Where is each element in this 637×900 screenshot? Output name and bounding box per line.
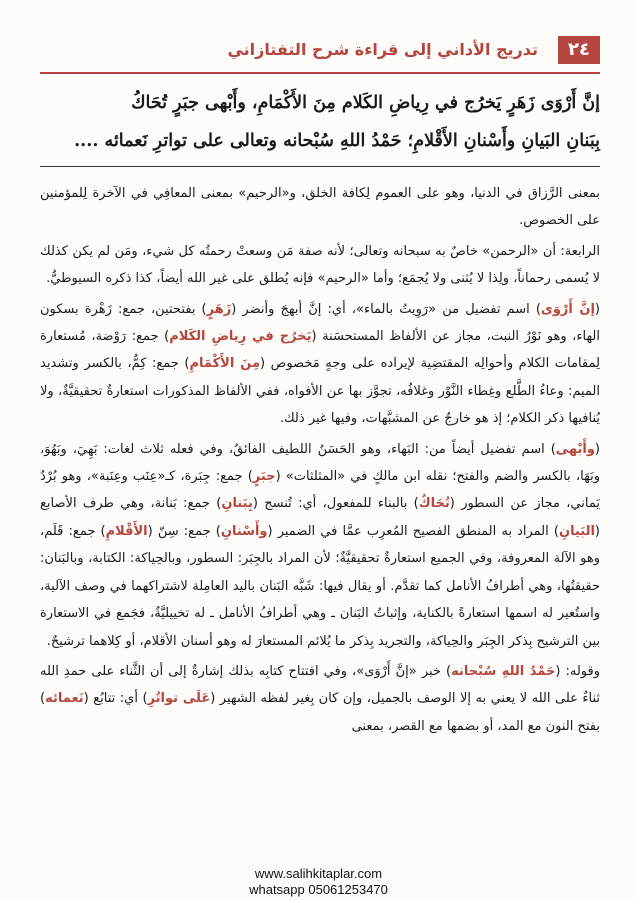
paragraph-3 (40, 296, 600, 433)
text-run: ) اسم تفضيل أيضاً من: البَهاء، وهو الحَسَنُ اللطيف الفائقُ، وفي فعله ثلاث لغات: بَهِيَ، وبَهُوَ، وبَهَا، بالكسر والضم والفتح؛ نقله ابن مالكٍ في «المثلثات» ( (40, 441, 600, 485)
commentary-body (40, 180, 600, 743)
text-run: ( (594, 441, 600, 457)
matn-line-2: بِبَنانِ البَيانِ وأَسْنانِ الأَقْلامِ؛ حَمْدُ اللهِ سُبْحانه وتعالى على تواترِ نَعمائه .... (74, 131, 600, 151)
paragraph-1: بمعنى الرَّزاق في الدنيا، وهو على العموم لِكافة الخلق، و«الرحيم» بمعنى المعافِي في الآخرة لِلمؤمنين على الخصوص. (40, 186, 600, 229)
paragraph-4 (40, 436, 600, 655)
text-run: وقوله: ( (555, 663, 601, 679)
text-run: ) أي: تتابُع ( (83, 691, 148, 707)
matn-quote: البَيانِ (558, 523, 595, 539)
matn-quote: عَلَى تواتُرِ (147, 691, 211, 707)
matn-quote: جبَرٍ (252, 469, 276, 485)
text-run: ( (594, 301, 600, 317)
text-run: ) بفتح النون مع المد، أو بضمها مع القصر، بمعنى (40, 691, 600, 734)
text-run: ) جمع: رَوْضة، مُستعارة لِمقامات الكلام وأحوالِه المقتضِية لإيراده على وجهٍ مَخصوص ( (40, 329, 600, 372)
paragraph-5 (40, 658, 600, 740)
text-run: ) جمع: سِنّ ( (147, 523, 221, 539)
matn-quote: الأَقْلامِ (105, 523, 148, 539)
text-run: ) جمع: كِمٌّ، بالكسر وتشديد الميم: وعاءُ الطَّلع وغِطاء النَّوْر وغلافُه، تجوَّز بها عن الأفواه، ففي الألفاظ المذكورات استعارةٌ تحقيقيَّةٌ، ولا يُنافيها ذكر الكلام؛ إذ هو خارجٌ عن المشبَّهات، وفيها غير ذلك. (40, 356, 600, 427)
matn-quote: بِبَنانِ (221, 496, 253, 512)
matn-quote: نَعمائه (45, 691, 84, 707)
matn-quote: وأَبْهى (555, 441, 595, 457)
matn-text (40, 84, 600, 167)
text-run: ) بالبناء للمفعول، أي: تُنسج ( (252, 496, 419, 512)
whatsapp-contact: whatsapp 05061253470 (249, 882, 388, 897)
matn-quote: إنَّ أَرْوَى (540, 301, 595, 317)
page-footer (0, 866, 637, 898)
matn-quote: يَخرُج في رِياضِ الكَلام (169, 329, 312, 345)
text-run: ) المراد به المنطق الفصيح المُعرِب عمَّا في الضمير ( (267, 523, 559, 539)
text-run: ) جمع: قَلَم، وهو الآلة المعروفة، وفي الجميع استعارةٌ تحقيقيَّةٌ؛ لأن المراد بالجِبَر: السطور، وبالحِياكة: الكتابة، وبالبَنان: حقيقتُها، وهي أطرافُ الأنامل كما تقدَّم. أو يقال فيها: شَبَّه البَنان باليد العامِلة لاشتراكهما في وصف الآلية، واستُعير له اسمها استعارةً بالكناية، وإثباتُ البَنان ـ وهي أطرافُ الأنامل ـ له تخييليَّةٌ، فجَمع في الاستعارة بين الترشيح بِذكر الجِبَر والحِياكة، والتجريد بِذكر ما يُلائم المستعارَ له وهو أسنان الأقلام، أو كِلاهما ترشيحٌ. (40, 523, 600, 649)
text-run: ) جمع: بَنانة، وهي طرف الأصابع ( (40, 496, 600, 539)
text-run: ) اسم تفضيل من «رَوِيتُ بالماء»، أي: إنَّ أبهجَ وأنضر ( (231, 301, 541, 317)
page-number: ٢٤ (558, 36, 600, 64)
page-header (40, 32, 600, 74)
paragraph-2: الرابعة: أن «الرحمن» خاصٌ به سبحانه وتعالى؛ لأنه صفة مَن وسعتْ رحمتُه كل شيء، ومَن لم يكن كذلك لا يُسمى رحماناً، ولِذا لا يُثنى ولا يُجمَع؛ وأما «الرحيم» فإنه يُطلق على غير الله أيضاً، كذا ذكره السيوطيُّ. (40, 243, 600, 287)
matn-quote: تُحَاكُ (418, 496, 450, 512)
text-run: ) بفتحتين، جمع: زَهْرة بسكون الهاء، وهو نَوْرُ النبت، مجاز عن الألفاظ المستحسَنة ( (40, 301, 601, 345)
website-link[interactable]: www.salihkitaplar.com (254, 866, 383, 881)
matn-quote: وأَسْنانِ (220, 523, 268, 539)
matn-quote: مِنَ الأَكْمَامِ (189, 356, 261, 372)
text-run: ) خبر «إنَّ أَرْوَى»، وفي افتتاح كتابِه بذلك إشارةٌ إلى أن الثَّناء على حمدِ الله ثناءٌ على الله لا يعني به إلا الوصف بالجميل، وإن كان بِغير لفظه الشهير ( (40, 663, 600, 707)
text-run: ) جمع: جِبَرة، كـ«عِنَب وعِنَبة»، وهو بُرْدٌ يَماني، مجاز عن السطور ( (40, 469, 600, 512)
matn-quote: زَهَرٍ (206, 301, 232, 317)
matn-quote: حَمْدُ اللهِ سُبْحانه (451, 663, 556, 679)
matn-line-1: إنَّ أَرْوَى زَهَرٍ يَخرُج في رِياضِ الكَلام مِنَ الأَكْمَامِ، وأَبْهى جبَرٍ تُحَاكُ (131, 93, 600, 113)
book-title: تدريج الأداني إلى قراءة شرح التفتازاني (227, 40, 538, 59)
